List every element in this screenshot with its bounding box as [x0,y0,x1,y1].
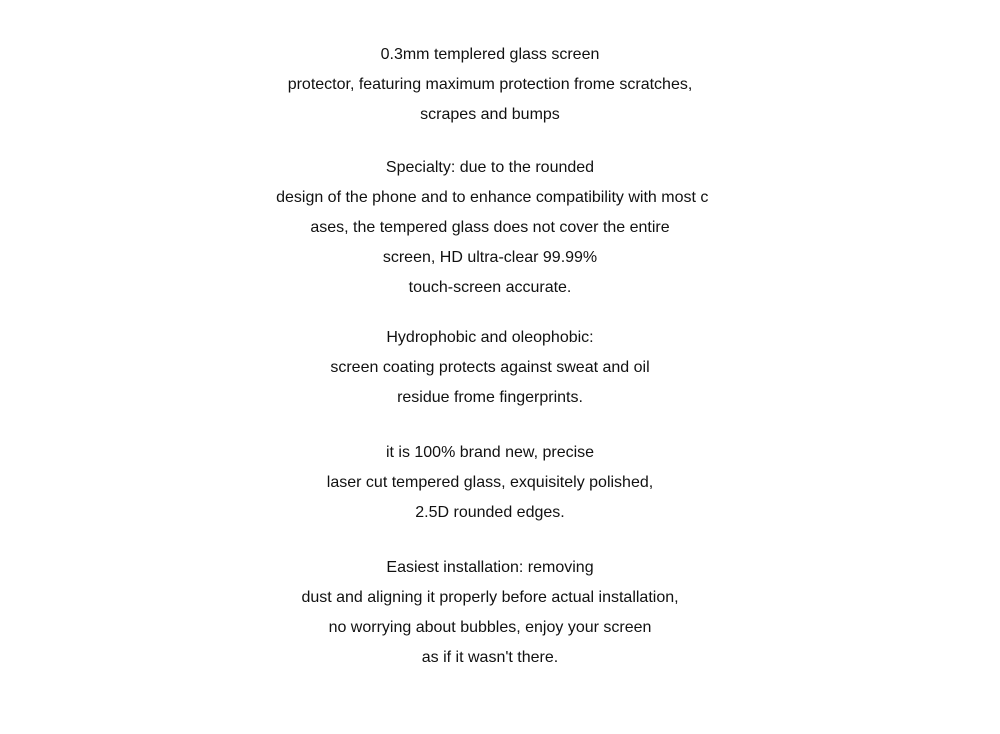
text-line: design of the phone and to enhance compatibility with most c [271,189,709,206]
text-line: screen coating protects against sweat and oil [330,359,650,376]
text-line: 0.3mm templered glass screen [380,46,600,63]
text-line: no worrying about bubbles, enjoy your screen [328,619,652,636]
text-line: 2.5D rounded edges. [415,504,565,521]
text-line: Specialty: due to the rounded [385,159,595,176]
text-line: scrapes and bumps [420,106,560,123]
text-line: Hydrophobic and oleophobic: [386,329,594,346]
text-line: touch-screen accurate. [408,279,572,296]
text-line: dust and aligning it properly before actual installation, [301,589,679,606]
text-line: ases, the tempered glass does not cover the entire [310,219,670,236]
text-line: residue frome fingerprints. [397,389,583,406]
text-line: protector, featuring maximum protection frome scratches, [287,76,693,93]
text-line: Easiest installation: removing [386,559,594,576]
text-line: as if it wasn't there. [421,649,559,666]
text-line: screen, HD ultra-clear 99.99% [382,249,598,266]
text-line: it is 100% brand new, precise [385,444,595,461]
text-line: laser cut tempered glass, exquisitely polished, [326,474,654,491]
